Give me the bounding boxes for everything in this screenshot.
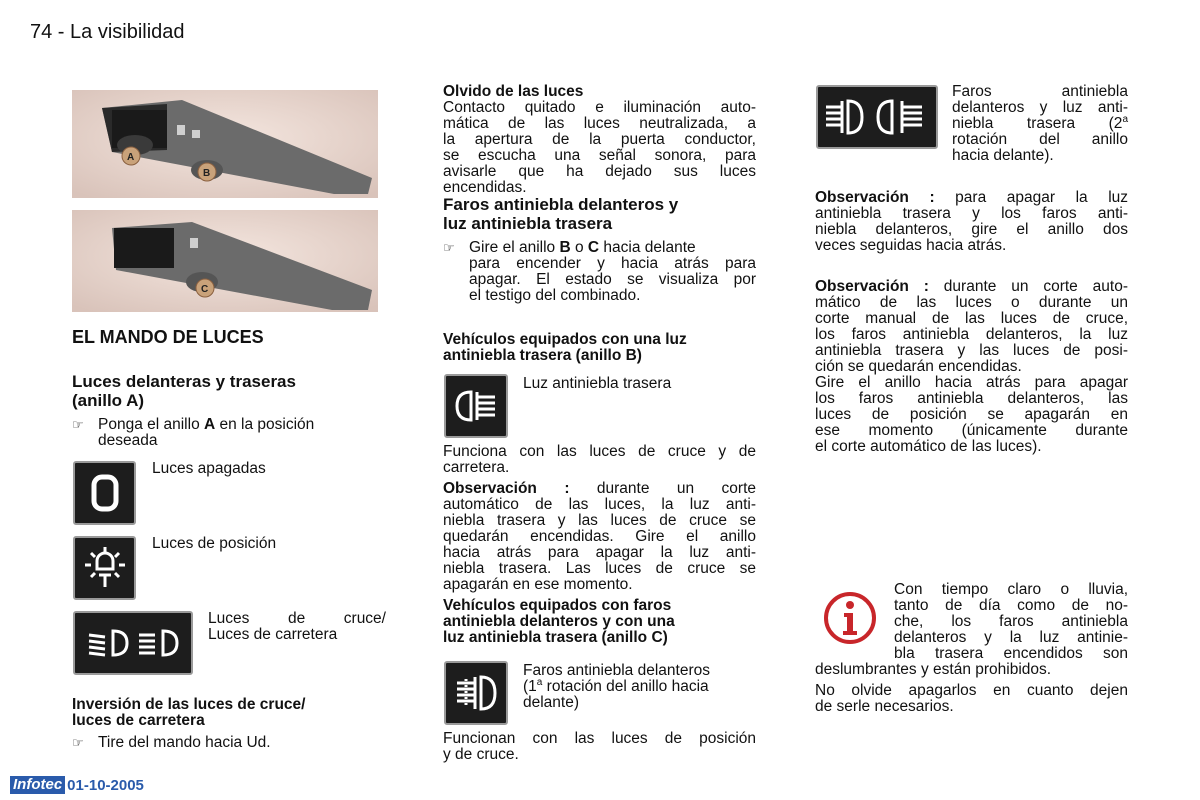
position-lights-icon <box>73 536 136 600</box>
observation-rear-fog <box>443 481 756 593</box>
infotec-logo: Infotec <box>10 776 65 794</box>
paragraph-line: niebla trasera. Las luces de cruce se <box>443 560 756 577</box>
subsection-title-line: antiniebla delanteros y con una <box>443 613 675 630</box>
subsection-title-line: luz antiniebla trasera (anillo C) <box>443 629 668 646</box>
rear-fog-works-text <box>443 444 756 476</box>
paragraph-line: tanto de día como de no- <box>894 597 1128 614</box>
bullet-text: apagar. El estado se visualiza por <box>469 271 756 288</box>
turn-off-reminder <box>815 683 1128 715</box>
bullet-text: Gire el anillo B o C hacia delante <box>469 239 696 256</box>
rear-fog-icon <box>444 374 508 438</box>
paragraph-line: Funcionan con las luces de posición <box>443 730 756 747</box>
paragraph-line: los faros antiniebla delanteros, la luz <box>815 326 1128 343</box>
bullet-text: el testigo del combinado. <box>469 287 641 304</box>
bullet-ring-a <box>72 417 384 449</box>
front-fog-label <box>523 663 757 711</box>
paragraph-line: mática de las luces neutralizada, a <box>443 115 756 132</box>
info-warning-text-full: deslumbrantes y están prohibidos. <box>815 661 1052 678</box>
paragraph-line: Observación : durante un corte <box>443 480 756 497</box>
front-fog-label-line: delante) <box>523 694 580 711</box>
footer-date: 01-10-2005 <box>67 776 144 794</box>
front-fog-label-line: (1$^a$ rotación del anillo hacia <box>523 676 709 695</box>
section-title: EL MANDO DE LUCES <box>72 327 264 347</box>
paragraph-line: de serle necesarios. <box>815 698 954 715</box>
svg-text:A: A <box>127 152 135 163</box>
forgotten-lights-title: Olvido de las luces <box>443 83 584 100</box>
paragraph-line: luces de posición se apagarán en <box>815 406 1128 423</box>
paragraph-line: mático de las luces o durante un <box>815 294 1128 311</box>
vehicle-rear-fog-title <box>443 332 687 364</box>
subsection-title-front-rear <box>72 372 296 410</box>
paragraph-line: el corte automático de las luces). <box>815 438 1042 455</box>
position-lights-label: Luces de posición <box>152 535 277 552</box>
paragraph-line: corte manual de las luces de cruce, <box>815 310 1128 327</box>
label-line: niebla trasera (2$^a$ <box>952 113 1128 132</box>
front-and-rear-fog-icon <box>816 85 938 149</box>
paragraph-line: antiniebla trasera y los faros anti- <box>815 205 1128 222</box>
paragraph-line: Gire el anillo hacia atrás para apagar <box>815 374 1128 391</box>
front-fog-label-line: Faros antiniebla delanteros <box>523 662 710 679</box>
paragraph-line: avisarle que ha dejado sus luces <box>443 163 756 180</box>
rear-fog-label: Luz antiniebla trasera <box>523 375 672 392</box>
subsection-title-beam-switch <box>72 697 305 729</box>
subsection-title-line: antiniebla trasera (anillo B) <box>443 347 642 364</box>
paragraph-line: quedarán encendidas. Gire el anillo <box>443 528 756 545</box>
paragraph-line: se escucha una señal sonora, para <box>443 147 756 164</box>
subsection-title-line: Vehículos equipados con faros <box>443 597 672 614</box>
front-fog-icon <box>444 661 508 725</box>
paragraph-line: No olvide apagarlos en cuanto dejen <box>815 682 1128 699</box>
observation-auto-cut <box>815 279 1128 455</box>
bullet-fog-ring <box>443 240 756 304</box>
page-title: 74 - La visibilidad <box>30 21 185 43</box>
paragraph-line: ese momento (únicamente durante <box>815 422 1128 439</box>
footer <box>10 776 144 794</box>
paragraph-line: che, los faros antiniebla <box>894 613 1128 630</box>
paragraph-line: Contacto quitado e iluminación auto- <box>443 99 756 116</box>
subsection-title-line: Luces delanteras y traseras <box>72 372 296 391</box>
paragraph-line: Observación : durante un corte auto- <box>815 278 1128 295</box>
label-line: hacia delante). <box>952 147 1054 164</box>
observation-turn-off <box>815 190 1128 254</box>
subsection-title-line: (anillo A) <box>72 391 145 410</box>
subsection-title-line: Inversión de las luces de cruce/ <box>72 696 306 713</box>
light-stalk-photo-top <box>72 90 378 198</box>
paragraph-line: delanteros y la luz antinie- <box>894 629 1128 646</box>
paragraph-line: la apertura de la puerta conductor, <box>443 131 756 148</box>
paragraph-line: y de cruce. <box>443 746 519 763</box>
light-stalk-photo-bottom <box>72 210 378 312</box>
paragraph-line: los faros antiniebla delanteros, las <box>815 390 1128 407</box>
pointing-hand-icon: ☞ <box>72 417 84 432</box>
paragraph-line: carretera. <box>443 459 510 476</box>
svg-text:B: B <box>203 168 211 179</box>
paragraph-line: bla trasera encendidos son <box>894 645 1128 662</box>
bullet-text: Tire del mando hacia Ud. <box>98 734 271 751</box>
subsection-title-line: Vehículos equipados con una luz <box>443 331 687 348</box>
bullet-text: para encender y hacia atrás para <box>469 255 756 272</box>
paragraph-line: automático de las luces, la luz anti- <box>443 496 756 513</box>
paragraph-line: Observación : para apagar la luz <box>815 189 1129 206</box>
front-fog-works-text <box>443 731 756 763</box>
subsection-title-line: luces de carretera <box>72 712 205 729</box>
paragraph-line: Con tiempo claro o lluvia, <box>894 581 1128 598</box>
info-warning-text <box>894 582 1128 662</box>
fog-lights-title <box>443 195 678 233</box>
paragraph-line: encendidas. <box>443 179 527 196</box>
beam-label-line-2: Luces de carretera <box>208 626 338 643</box>
label-line: Faros antiniebla <box>952 83 1128 100</box>
paragraph-line: hacia atrás para apagar la luz anti- <box>443 544 756 561</box>
headlights-beam-icon <box>73 611 193 675</box>
lights-off-label: Luces apagadas <box>152 460 266 477</box>
label-line: rotación del anillo <box>952 131 1128 148</box>
subsection-title-line: Faros antiniebla delanteros y <box>443 195 679 214</box>
beam-label <box>208 611 386 643</box>
vehicle-front-fog-title <box>443 598 675 646</box>
paragraph-line: veces seguidas hacia atrás. <box>815 237 1007 254</box>
pointing-hand-icon: ☞ <box>443 240 455 255</box>
front-and-rear-fog-label <box>952 84 1128 164</box>
bullet-text-2: deseada <box>98 432 158 449</box>
paragraph-line: ción se quedarán encendidas. <box>815 358 1022 375</box>
paragraph-line: apagarán en ese momento. <box>443 576 633 593</box>
label-line: delanteros y luz anti- <box>952 99 1128 116</box>
pointing-hand-icon: ☞ <box>72 735 84 750</box>
paragraph-line: Funciona con las luces de cruce y de <box>443 443 756 460</box>
paragraph-line: antiniebla trasera y las luces de posi- <box>815 342 1128 359</box>
svg-text:C: C <box>201 284 209 295</box>
subsection-title-line: luz antiniebla trasera <box>443 214 613 233</box>
bullet-pull-stalk <box>72 735 384 751</box>
forgotten-lights-block <box>443 84 756 196</box>
info-icon <box>822 590 878 646</box>
lights-off-icon <box>73 461 136 525</box>
paragraph-line: niebla delanteros, gire el anillo dos <box>815 221 1128 238</box>
paragraph-line: niebla trasera y las luces de cruce se <box>443 512 756 529</box>
beam-label-line-1: Luces de cruce/ <box>208 610 386 627</box>
bullet-text: Ponga el anillo A en la posición <box>98 416 315 433</box>
